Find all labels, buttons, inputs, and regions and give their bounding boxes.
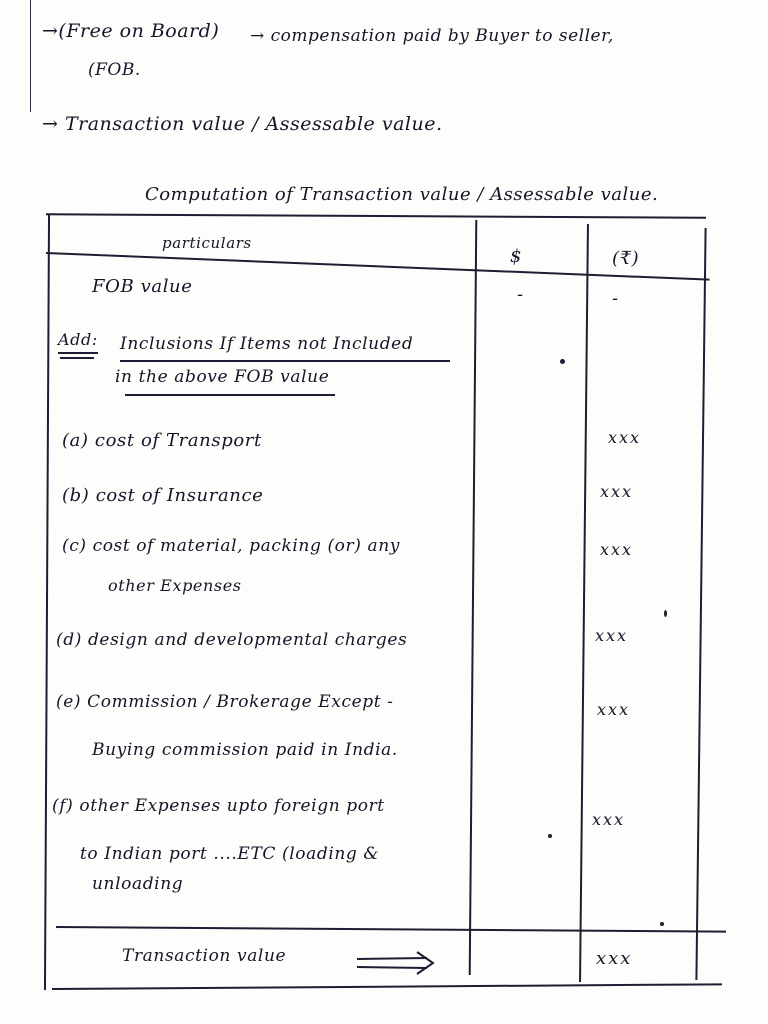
inclusions-underline-2 bbox=[125, 394, 335, 396]
item-b-label: (b) cost of Insurance bbox=[62, 485, 264, 506]
add-underline-2 bbox=[60, 357, 94, 359]
item-f-label-line3: unloading bbox=[92, 874, 184, 894]
total-amount: xxx bbox=[596, 948, 633, 969]
note-fob-abbrev: (FOB. bbox=[88, 60, 141, 80]
item-d-label: (d) design and developmental charges bbox=[56, 630, 408, 650]
add-label: Add: bbox=[58, 330, 98, 349]
ink-dot-2 bbox=[664, 610, 667, 617]
item-f-label-line2: to Indian port ....ETC (loading & bbox=[80, 844, 380, 864]
ink-dot bbox=[560, 359, 565, 364]
column-divider-1 bbox=[469, 220, 478, 975]
item-e-label-line1: (e) Commission / Brokerage Except - bbox=[56, 692, 394, 712]
note-fob-definition: → compensation paid by Buyer to seller, bbox=[250, 26, 614, 46]
table-left-border bbox=[44, 215, 50, 990]
header-particulars: particulars bbox=[162, 234, 252, 252]
margin-line bbox=[30, 0, 31, 112]
inclusions-heading-line1: Inclusions If Items not Included bbox=[120, 334, 414, 354]
total-top-divider bbox=[56, 926, 726, 933]
item-f-amount: xxx bbox=[592, 810, 626, 829]
item-a-label: (a) cost of Transport bbox=[62, 430, 262, 451]
fob-value-dollar: - bbox=[517, 284, 524, 305]
item-c-label-line2: other Expenses bbox=[108, 576, 242, 595]
column-divider-2 bbox=[579, 224, 589, 982]
table-title: Computation of Transaction value / Assessable value. bbox=[145, 184, 659, 205]
inclusions-heading-line2: in the above FOB value bbox=[115, 367, 330, 387]
item-a-amount: xxx bbox=[608, 428, 642, 447]
ink-dot-3 bbox=[548, 834, 552, 838]
header-dollar: $ bbox=[510, 246, 523, 267]
fob-value-label: FOB value bbox=[92, 276, 193, 297]
double-arrow-icon bbox=[355, 950, 445, 976]
header-rupee: (₹) bbox=[612, 248, 640, 269]
add-underline bbox=[58, 352, 98, 354]
table-right-border bbox=[695, 228, 706, 980]
fob-value-rupee: - bbox=[612, 288, 619, 309]
table-top-border bbox=[46, 213, 706, 218]
item-f-label-line1: (f) other Expenses upto foreign port bbox=[52, 796, 385, 816]
item-b-amount: xxx bbox=[600, 482, 634, 501]
ink-dot-4 bbox=[660, 922, 664, 926]
item-e-amount: xxx bbox=[597, 700, 631, 719]
item-c-amount: xxx bbox=[600, 540, 634, 559]
item-e-label-line2: Buying commission paid in India. bbox=[92, 740, 398, 760]
note-fob-term: →(Free on Board) bbox=[42, 20, 220, 42]
inclusions-underline-1 bbox=[120, 360, 450, 362]
table-bottom-border bbox=[52, 983, 722, 990]
total-label: Transaction value bbox=[122, 946, 287, 966]
item-d-amount: xxx bbox=[595, 626, 629, 645]
item-c-label-line1: (c) cost of material, packing (or) any bbox=[62, 536, 400, 556]
note-transaction-value: → Transaction value / Assessable value. bbox=[42, 113, 443, 135]
